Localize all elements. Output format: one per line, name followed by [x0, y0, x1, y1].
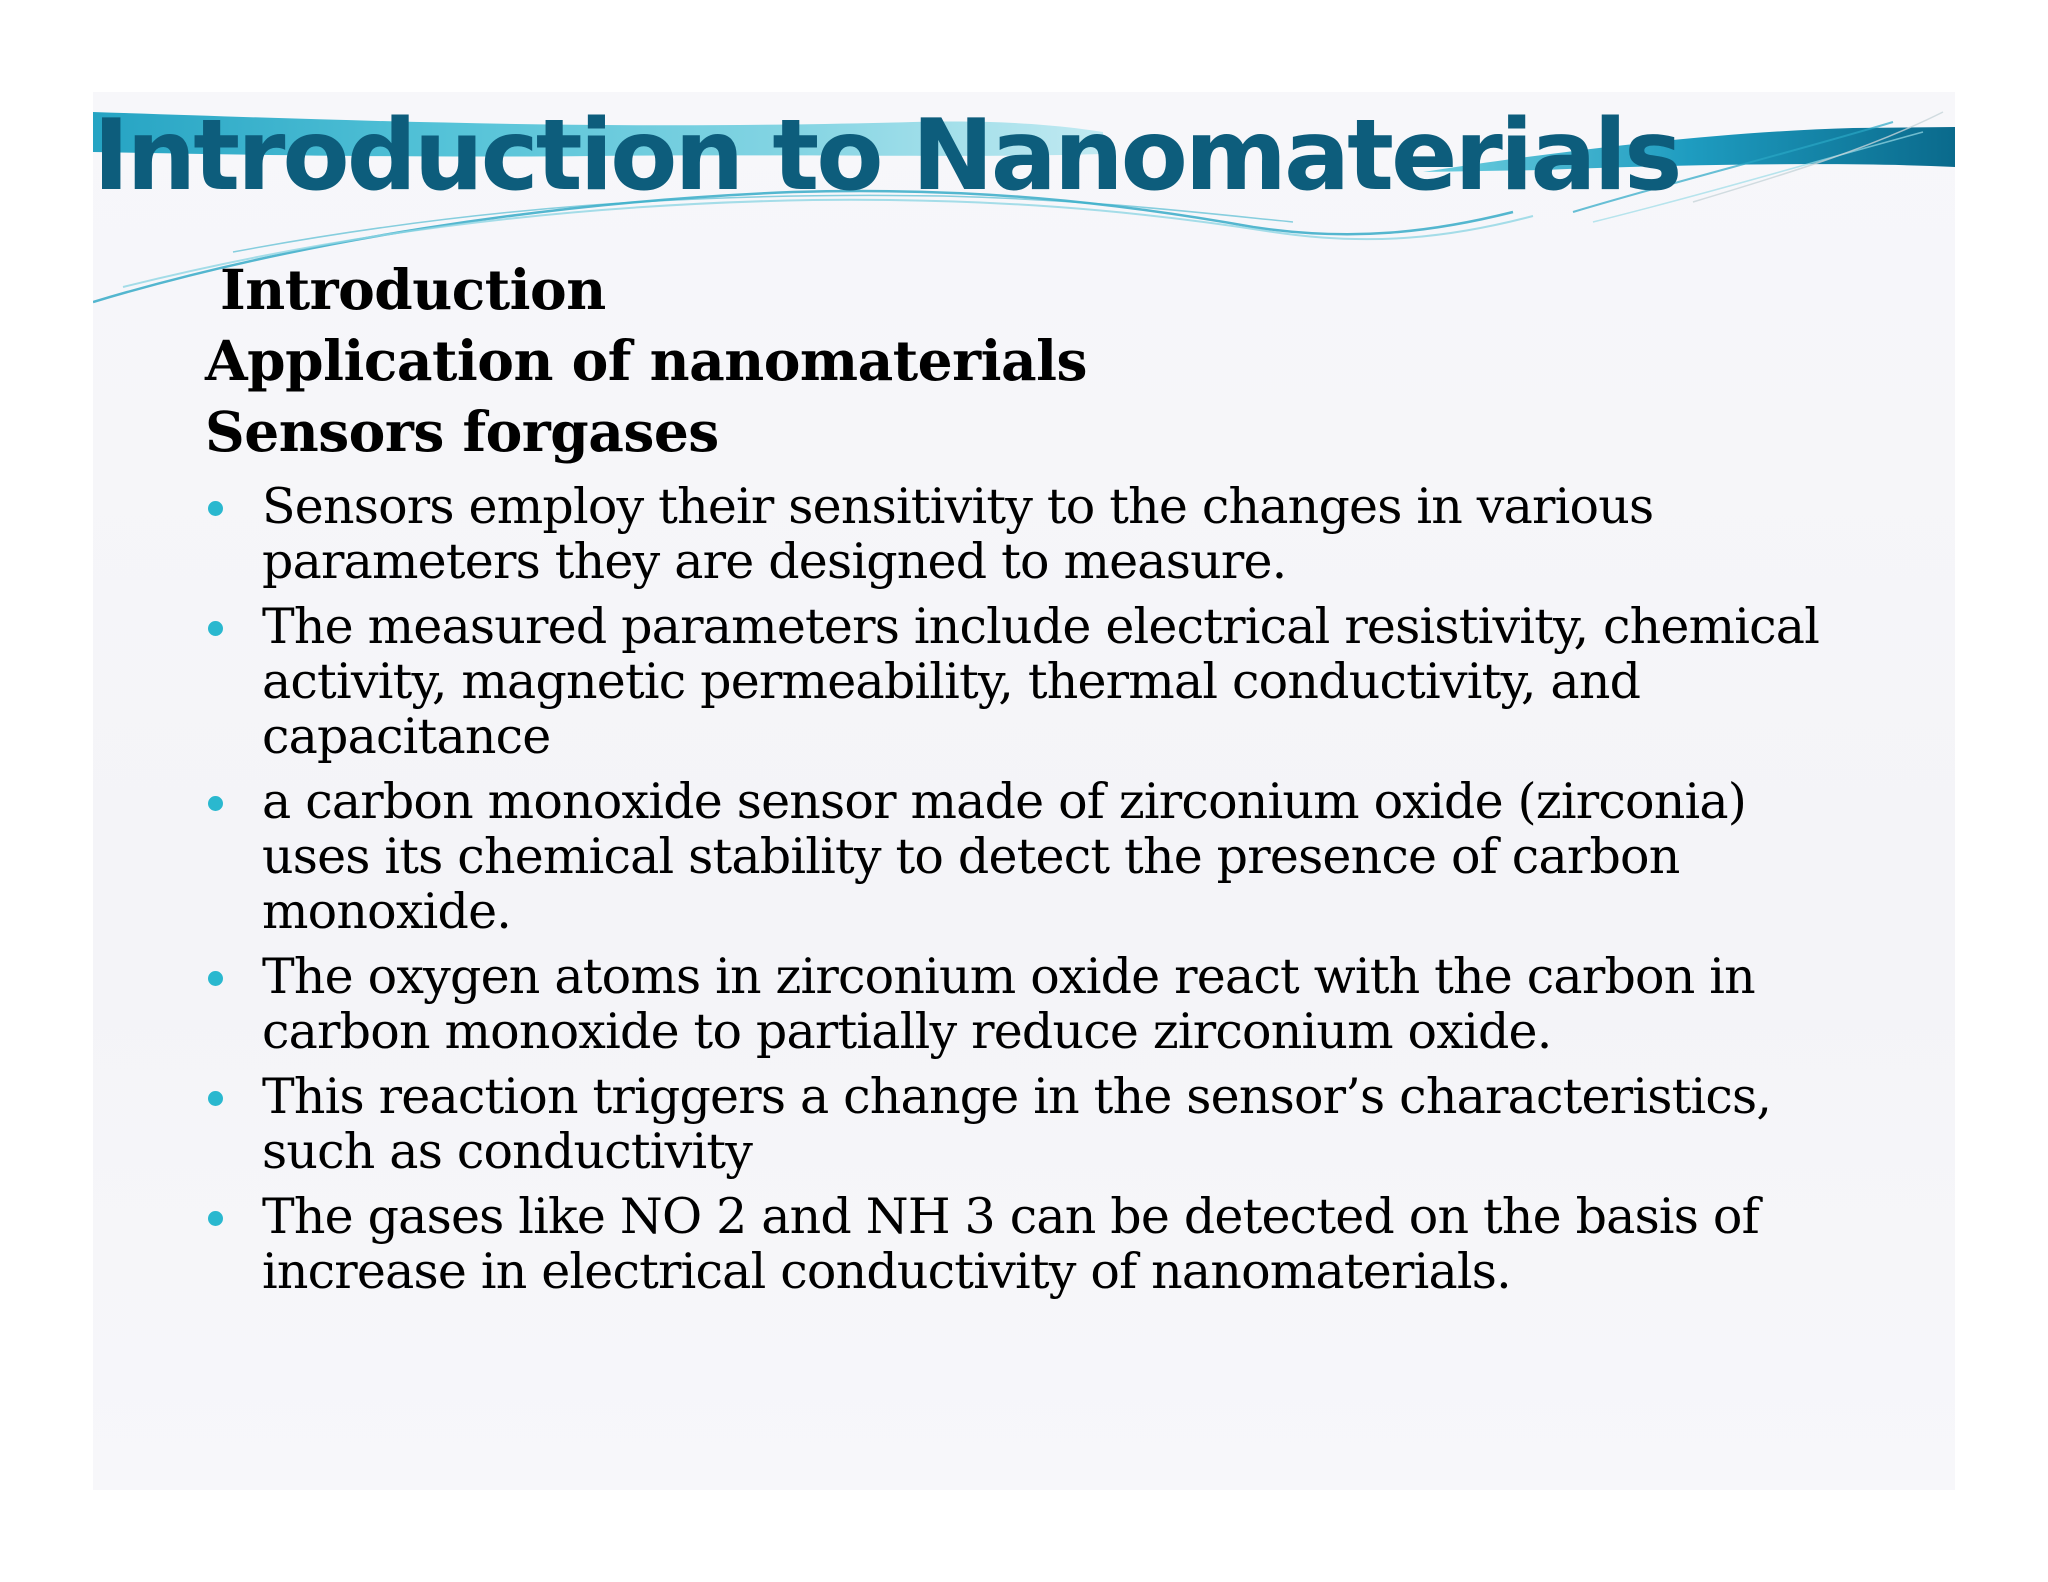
bullet-item	[205, 1069, 1855, 1179]
bullet-text-line: This reaction triggers a change in the sensor’s characteristics,	[262, 1068, 1772, 1125]
bullet-item	[205, 949, 1855, 1059]
bullet-text-line: such as conductivity	[262, 1123, 753, 1180]
bullet-dot-icon	[208, 501, 223, 516]
heading-application: Application of nanomaterials	[205, 328, 1088, 393]
bullet-text-line: monoxide.	[262, 883, 512, 940]
bullet-item	[205, 599, 1855, 764]
bullet-text-line: increase in electrical conductivity of nanomaterials.	[262, 1243, 1511, 1300]
bullet-text-line: capacitance	[262, 708, 551, 765]
heading-introduction: Introduction	[220, 257, 606, 322]
bullet-item	[205, 479, 1855, 589]
bullet-dot-icon	[208, 796, 223, 811]
bullet-text-line: a carbon monoxide sensor made of zirconium oxide (zirconia)	[262, 773, 1747, 830]
bullet-text-line: The oxygen atoms in zirconium oxide react with the carbon in	[262, 948, 1755, 1005]
bullet-dot-icon	[208, 621, 223, 636]
bullet-text-line: uses its chemical stability to detect the presence of carbon	[262, 828, 1680, 885]
slide-title: Introduction to Nanomaterials	[93, 99, 1680, 213]
bullet-item	[205, 774, 1855, 939]
bullet-text-line: carbon monoxide to partially reduce zirconium oxide.	[262, 1003, 1552, 1060]
bullet-dot-icon	[208, 1091, 223, 1106]
bullet-dot-icon	[208, 971, 223, 986]
bullet-text-line: The measured parameters include electrical resistivity, chemical	[262, 598, 1820, 655]
slide-content	[205, 257, 1855, 1309]
heading-sensors-for-gases: Sensors forgases	[205, 399, 719, 464]
bullet-dot-icon	[208, 1211, 223, 1226]
bullet-text-line: parameters they are designed to measure.	[262, 533, 1287, 590]
bullet-text-line: The gases like NO 2 and NH 3 can be detected on the basis of	[262, 1188, 1759, 1245]
bullet-list	[205, 479, 1855, 1299]
bullet-text-line: Sensors employ their sensitivity to the changes in various	[262, 478, 1654, 535]
bullet-item	[205, 1189, 1855, 1299]
bullet-text-line: activity, magnetic permeability, thermal conductivity, and	[262, 653, 1641, 710]
